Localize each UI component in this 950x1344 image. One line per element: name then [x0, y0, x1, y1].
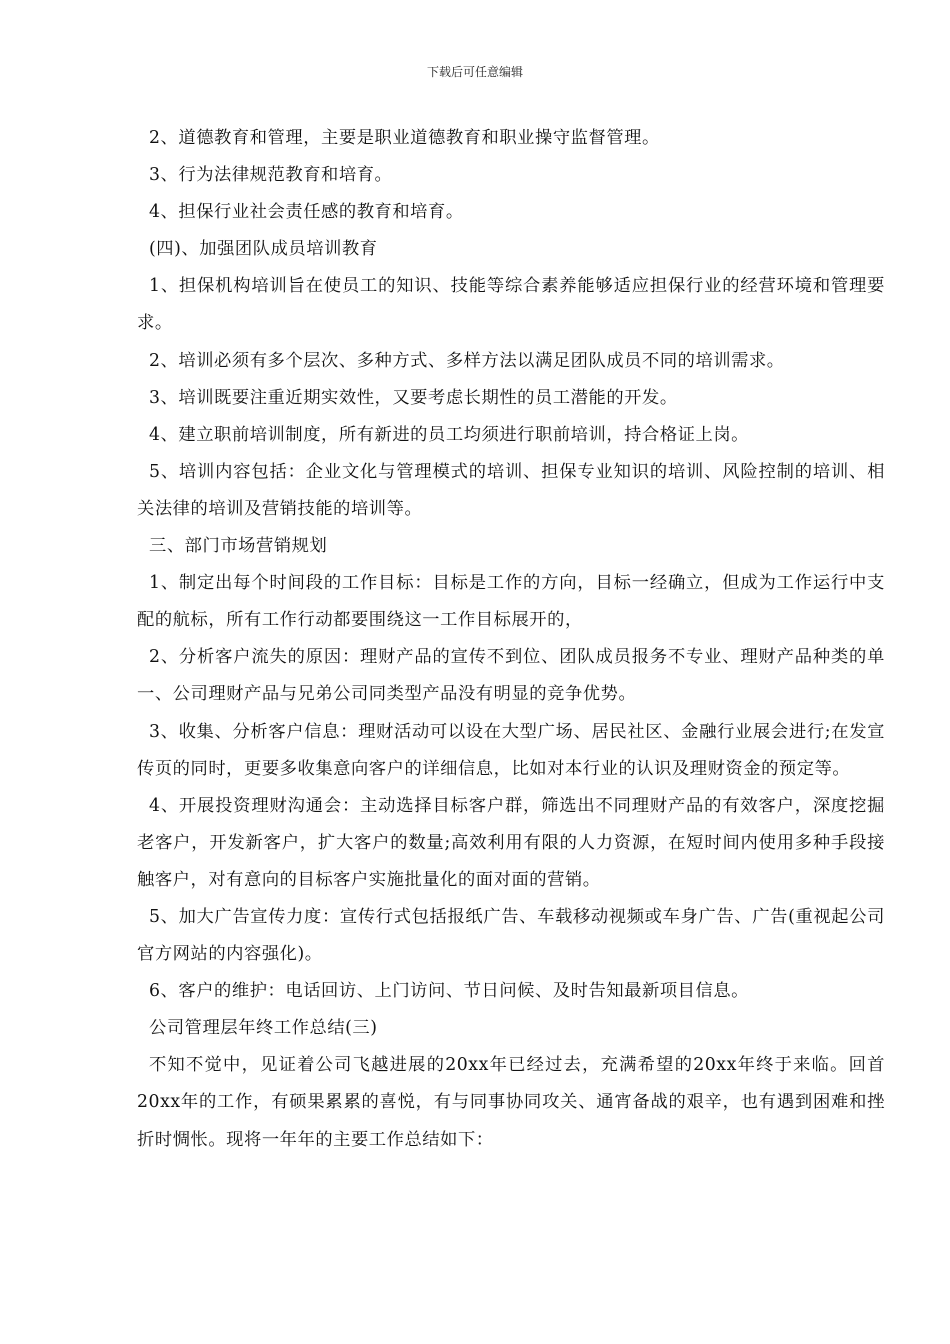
section-heading: 公司管理层年终工作总结(三) [149, 1018, 378, 1039]
paragraph: 1、担保机构培训旨在使员工的知识、技能等综合素养能够适应担保行业的经营环境和管理要求。 [137, 276, 885, 334]
paragraph: 3、收集、分析客户信息：理财活动可以设在大型广场、居民社区、金融行业展会进行;在发宣传页的同时，更要多收集意向客户的详细信息，比如对本行业的认识及理财资金的预定等。 [137, 721, 885, 779]
paragraph: 3、培训既要注重近期实效性，又要考虑长期性的员工潜能的开发。 [149, 387, 678, 408]
section-heading: (四)、加强团队成员培训教育 [149, 239, 378, 260]
paragraph: 4、建立职前培训制度，所有新进的员工均须进行职前培训，持合格证上岗。 [149, 424, 749, 445]
paragraph: 4、开展投资理财沟通会：主动选择目标客户群，筛选出不同理财产品的有效客户，深度挖掘老客户，开发新客户，扩大客户的数量;高效利用有限的人力资源，在短时间内使用多种手段接触客户，对有意向的目标客户实施批量化的面对面的营销。 [137, 795, 885, 890]
paragraph: 2、道德教育和管理，主要是职业道德教育和职业操守监督管理。 [149, 128, 660, 148]
paragraph: 2、培训必须有多个层次、多种方式、多样方法以满足团队成员不同的培训需求。 [149, 350, 785, 371]
paragraph: 2、分析客户流失的原因：理财产品的宣传不到位、团队成员报务不专业、理财产品种类的单一、公司理财产品与兄弟公司同类型产品没有明显的竞争优势。 [137, 647, 885, 705]
paragraph: 1、制定出每个时间段的工作目标：目标是工作的方向，目标一经确立，但成为工作运行中支配的航标，所有工作行动都要围绕这一工作目标展开的， [137, 573, 885, 631]
paragraph: 不知不觉中，见证着公司飞越进展的20xx年已经过去，充满希望的20xx年终于来临。回首20xx年的工作，有硕果累累的喜悦，有与同事协同攻关、通宵备战的艰辛，也有遇到困难和挫折时惆怅。现将一年年的主要工作总结如下： [137, 1055, 885, 1150]
paragraph: 4、担保行业社会责任感的教育和培育。 [149, 202, 464, 223]
paragraph: 3、行为法律规范教育和培育。 [149, 165, 393, 186]
document-body [137, 120, 885, 1159]
paragraph: 5、加大广告宣传力度：宣传行式包括报纸广告、车载移动视频或车身广告、广告(重视起公司官方网站的内容强化)。 [137, 906, 885, 965]
paragraph: 5、培训内容包括：企业文化与管理模式的培训、担保专业知识的培训、风险控制的培训、相关法律的培训及营销技能的培训等。 [137, 461, 885, 519]
section-heading: 三、部门市场营销规划 [149, 536, 328, 557]
page-header: 下载后可任意编辑 [426, 65, 523, 79]
paragraph: 6、客户的维护：电话回访、上门访问、节日问候、及时告知最新项目信息。 [149, 981, 749, 1002]
